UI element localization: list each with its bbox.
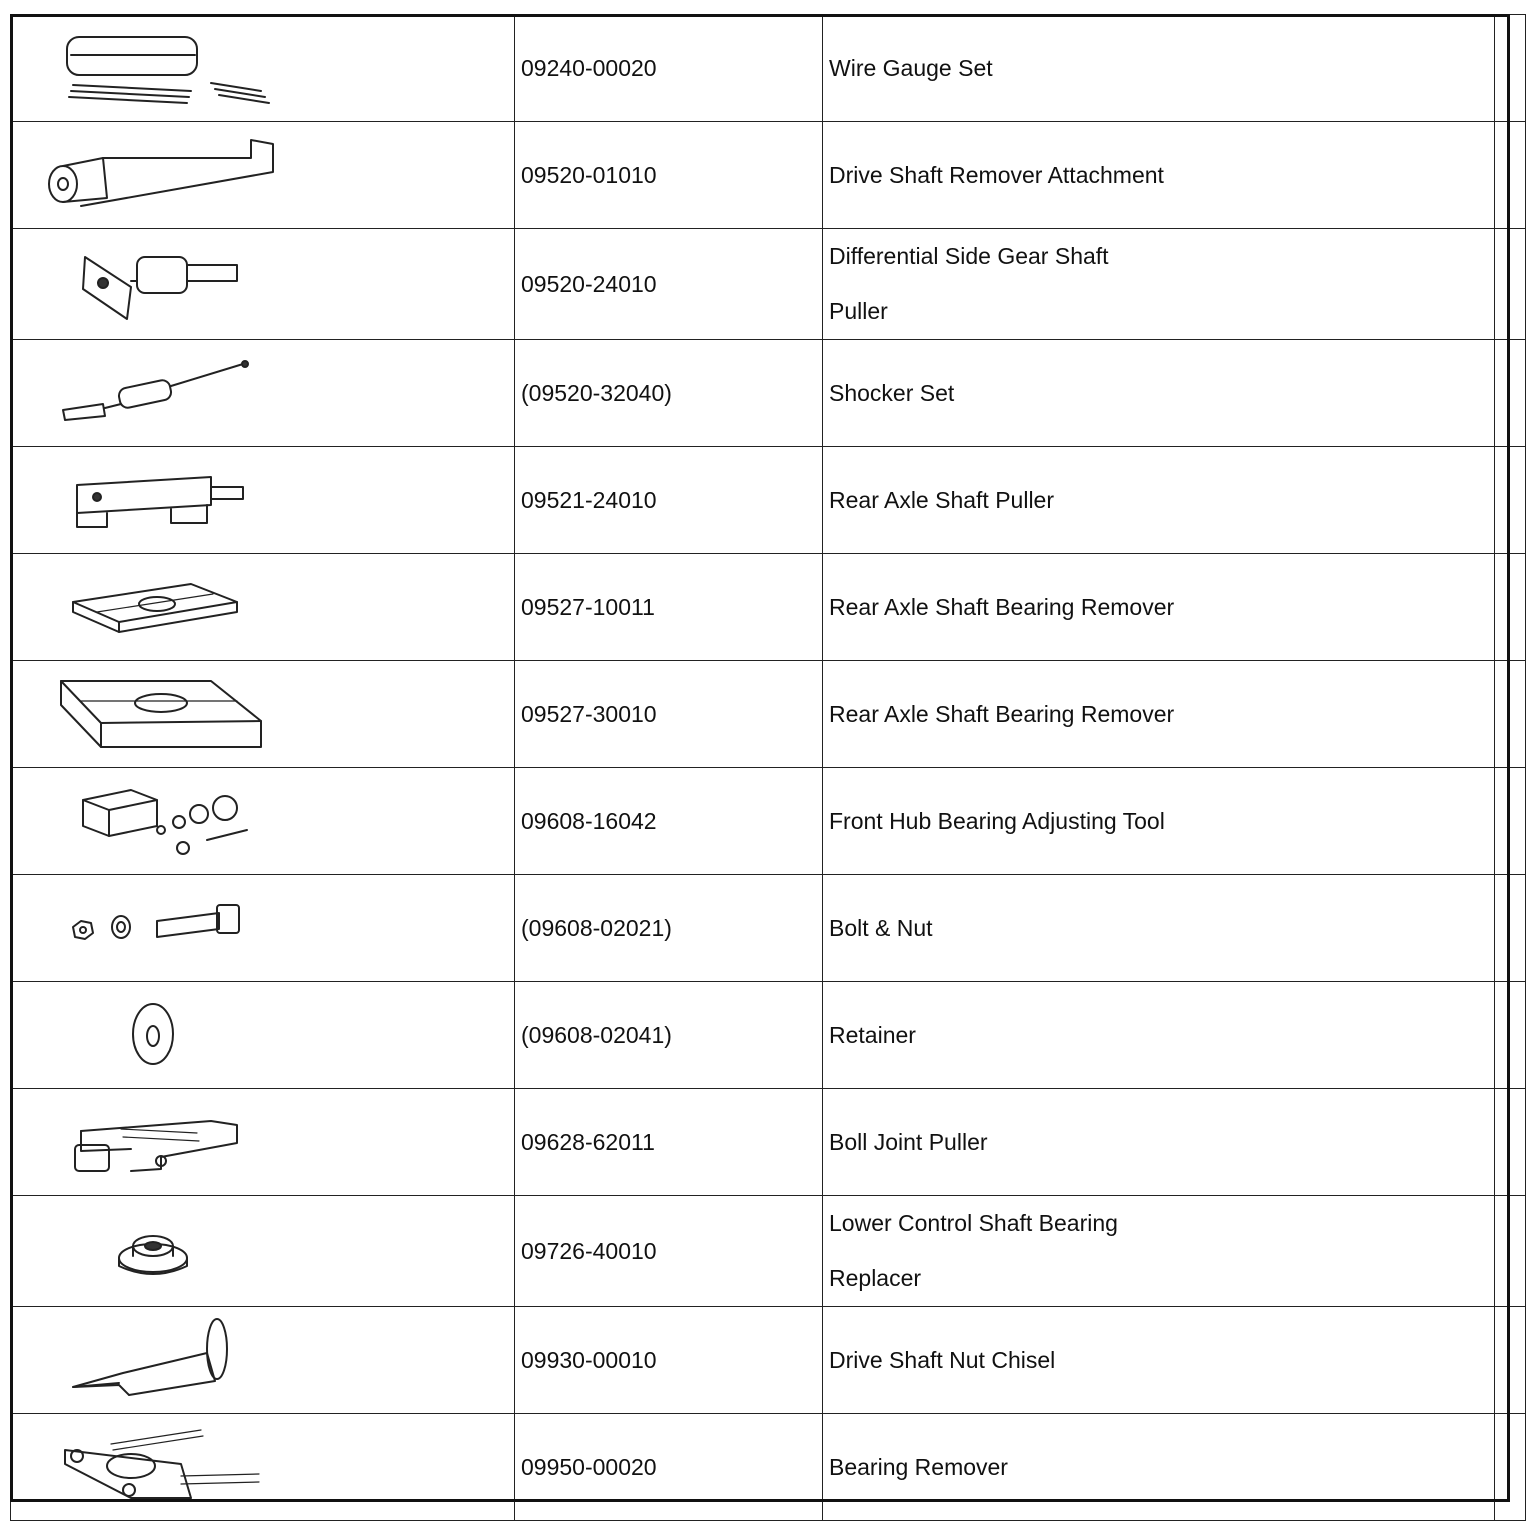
part-number: 09726-40010: [515, 1196, 823, 1307]
tool-description: Shocker Set: [823, 340, 1495, 447]
part-number: 09240-00020: [515, 15, 823, 122]
tool-description: Drive Shaft Remover Attachment: [823, 122, 1495, 229]
tool-description: Boll Joint Puller: [823, 1089, 1495, 1196]
tool-description: Drive Shaft Nut Chisel: [823, 1307, 1495, 1414]
part-number: 09950-00020: [515, 1414, 823, 1521]
tool-description: Retainer: [823, 982, 1495, 1089]
tool-description: Rear Axle Shaft Bearing Remover: [823, 554, 1495, 661]
tool-description: Differential Side Gear Shaft Puller: [823, 229, 1495, 340]
part-number: (09608-02041): [515, 982, 823, 1089]
tool-description: Bolt & Nut: [823, 875, 1495, 982]
tool-description: Lower Control Shaft Bearing Replacer: [823, 1196, 1495, 1307]
part-number: 09521-24010: [515, 447, 823, 554]
tool-description: Rear Axle Shaft Puller: [823, 447, 1495, 554]
part-number: (09520-32040): [515, 340, 823, 447]
part-number: 09520-24010: [515, 229, 823, 340]
part-number: 09527-30010: [515, 661, 823, 768]
part-number: 09608-16042: [515, 768, 823, 875]
tool-description: Front Hub Bearing Adjusting Tool: [823, 768, 1495, 875]
part-number: 09930-00010: [515, 1307, 823, 1414]
tool-description: Rear Axle Shaft Bearing Remover: [823, 661, 1495, 768]
part-number: (09608-02021): [515, 875, 823, 982]
part-number: 09520-01010: [515, 122, 823, 229]
tool-description: Wire Gauge Set: [823, 15, 1495, 122]
tool-description: Bearing Remover: [823, 1414, 1495, 1521]
part-number: 09527-10011: [515, 554, 823, 661]
part-number: 09628-62011: [515, 1089, 823, 1196]
table-border: [10, 14, 1510, 1502]
